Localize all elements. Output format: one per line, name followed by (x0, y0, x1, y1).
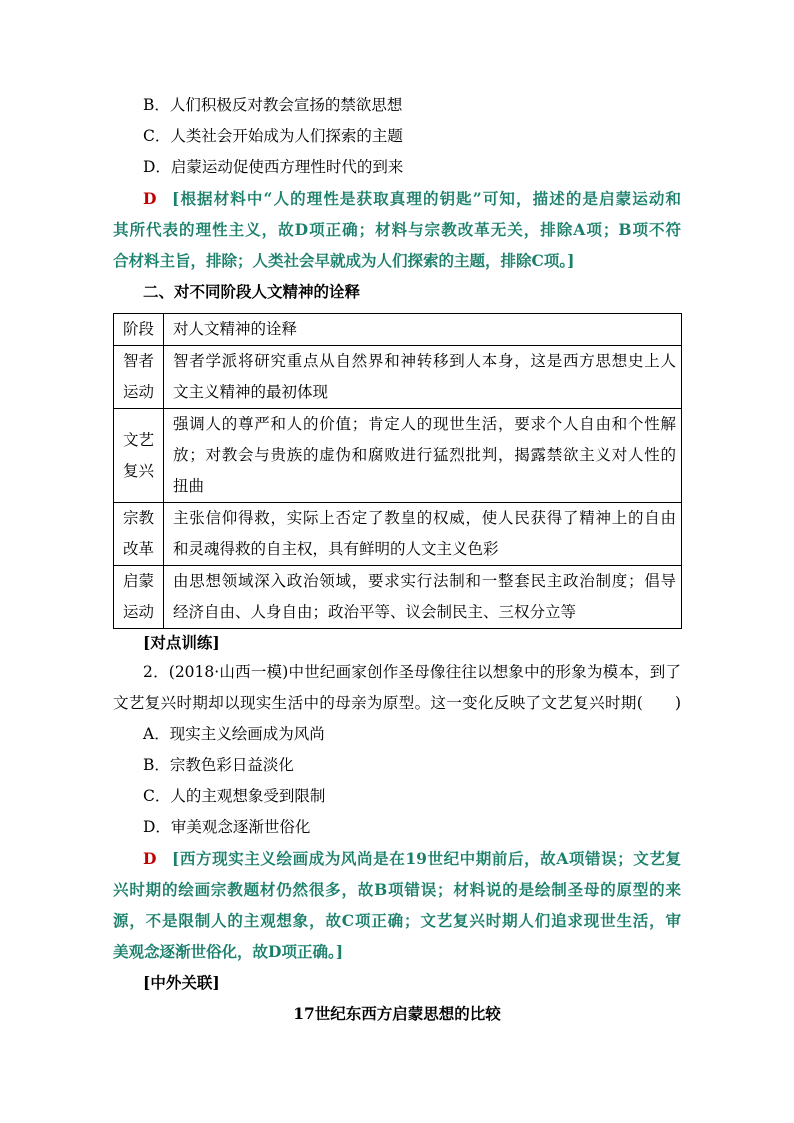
desc-text: 由思想领域深入政治领域，要求实行法制和一整套民主政治制度；倡导 (173, 572, 676, 590)
q2-explanation-line: 美观念逐渐世俗化，故D项正确。] (113, 942, 344, 961)
table-header-cell (164, 314, 682, 346)
q1-explanation-line: 其所代表的理性主义，故D项正确；材料与宗教改革无关，排除A项；B项不符 (113, 220, 681, 239)
practice-heading: [对点训练] (143, 633, 220, 652)
humanism-table (113, 313, 682, 629)
relations-heading: [中外关联] (143, 973, 220, 992)
stage-text: 改革 (122, 540, 154, 558)
stage-text: 宗教 (122, 509, 154, 527)
q2-answer-first-line (113, 843, 681, 874)
q2-explanation-line: [西方现实主义绘画成为风尚是在19世纪中期前后，故A项错误；文艺复 (172, 849, 681, 868)
q2-question-line: 文艺复兴时期却以现实生活中的母亲为原型。这一变化反映了文艺复兴时期( ) (113, 694, 681, 712)
desc-text: 经济自由、人身自由；政治平等、议会制民主、三权分立等 (173, 603, 577, 621)
q2-question-line: 2．(2018·山西一模)中世纪画家创作圣母像往往以想象中的形象为模本，到了 (143, 663, 681, 681)
q2-option-b: B．宗教色彩日益淡化 (143, 756, 294, 774)
table-row (114, 409, 682, 503)
q2-option-d: D．审美观念逐渐世俗化 (143, 818, 311, 836)
table-header-desc: 对人文精神的诠释 (173, 320, 298, 338)
q1-option-c: C．人类社会开始成为人们探索的主题 (143, 127, 403, 145)
q1-explanation-line: 合材料主旨，排除；人类社会早就成为人们探索的主题，排除C项。] (113, 251, 575, 270)
desc-text: 强调人的尊严和人的价值；肯定人的现世生活，要求个人自由和个性解 (173, 415, 676, 433)
q2-option-a: A．现实主义绘画成为风尚 (143, 725, 325, 743)
desc-text: 主张信仰得救，实际上否定了教皇的权威，使人民获得了精神上的自由 (173, 509, 676, 527)
q1-option-d: D．启蒙运动促使西方理性时代的到来 (143, 158, 404, 176)
q1-explanation-line: [根据材料中“人的理性是获取真理的钥匙”可知，描述的是启蒙运动和 (172, 189, 681, 208)
comparison-title: 17世纪东西方启蒙思想的比较 (293, 1004, 501, 1023)
q2-option-c: C．人的主观想象受到限制 (143, 787, 326, 805)
q2-answer-letter: D (143, 849, 157, 868)
table-header-stage: 阶段 (122, 320, 154, 338)
stage-text: 智者 (122, 352, 154, 370)
q1-answer-letter: D (143, 189, 157, 208)
stage-text: 复兴 (122, 461, 154, 480)
page-content (113, 90, 681, 1029)
desc-cell (164, 409, 682, 503)
desc-text: 放；对教会与贵族的虚伪和腐败进行猛烈批判，揭露禁欲主义对人性的 (173, 446, 676, 464)
q1-answer-first-line (113, 183, 681, 214)
stage-text: 运动 (122, 603, 154, 621)
table-row (114, 503, 682, 566)
desc-text: 扭曲 (173, 477, 205, 495)
stage-cell (114, 503, 164, 566)
desc-text: 文主义精神的最初体现 (173, 383, 329, 401)
q1-option-b: B．人们积极反对教会宣扬的禁欲思想 (143, 96, 403, 114)
q2-explanation-line: 源，不是限制人的主观想象，故C项正确；文艺复兴时期人们追求现世生活，审 (113, 911, 681, 930)
stage-text: 文艺 (122, 430, 154, 449)
stage-cell (114, 346, 164, 409)
desc-cell (164, 346, 682, 409)
desc-cell (164, 566, 682, 629)
stage-cell (114, 566, 164, 629)
table-header-cell (114, 314, 164, 346)
section-heading: 二、对不同阶段人文精神的诠释 (143, 282, 361, 301)
table-header-row (114, 314, 682, 346)
stage-cell (114, 409, 164, 503)
table-row (114, 346, 682, 409)
desc-text: 智者学派将研究重点从自然界和神转移到人本身，这是西方思想史上人 (173, 352, 676, 370)
desc-text: 和灵魂得救的自主权，具有鲜明的人文主义色彩 (173, 540, 499, 558)
table-row (114, 566, 682, 629)
q2-explanation-line: 兴时期的绘画宗教题材仍然很多，故B项错误；材料说的是绘制圣母的原型的来 (113, 880, 681, 899)
stage-text: 运动 (122, 383, 154, 401)
desc-cell (164, 503, 682, 566)
stage-text: 启蒙 (122, 572, 154, 590)
